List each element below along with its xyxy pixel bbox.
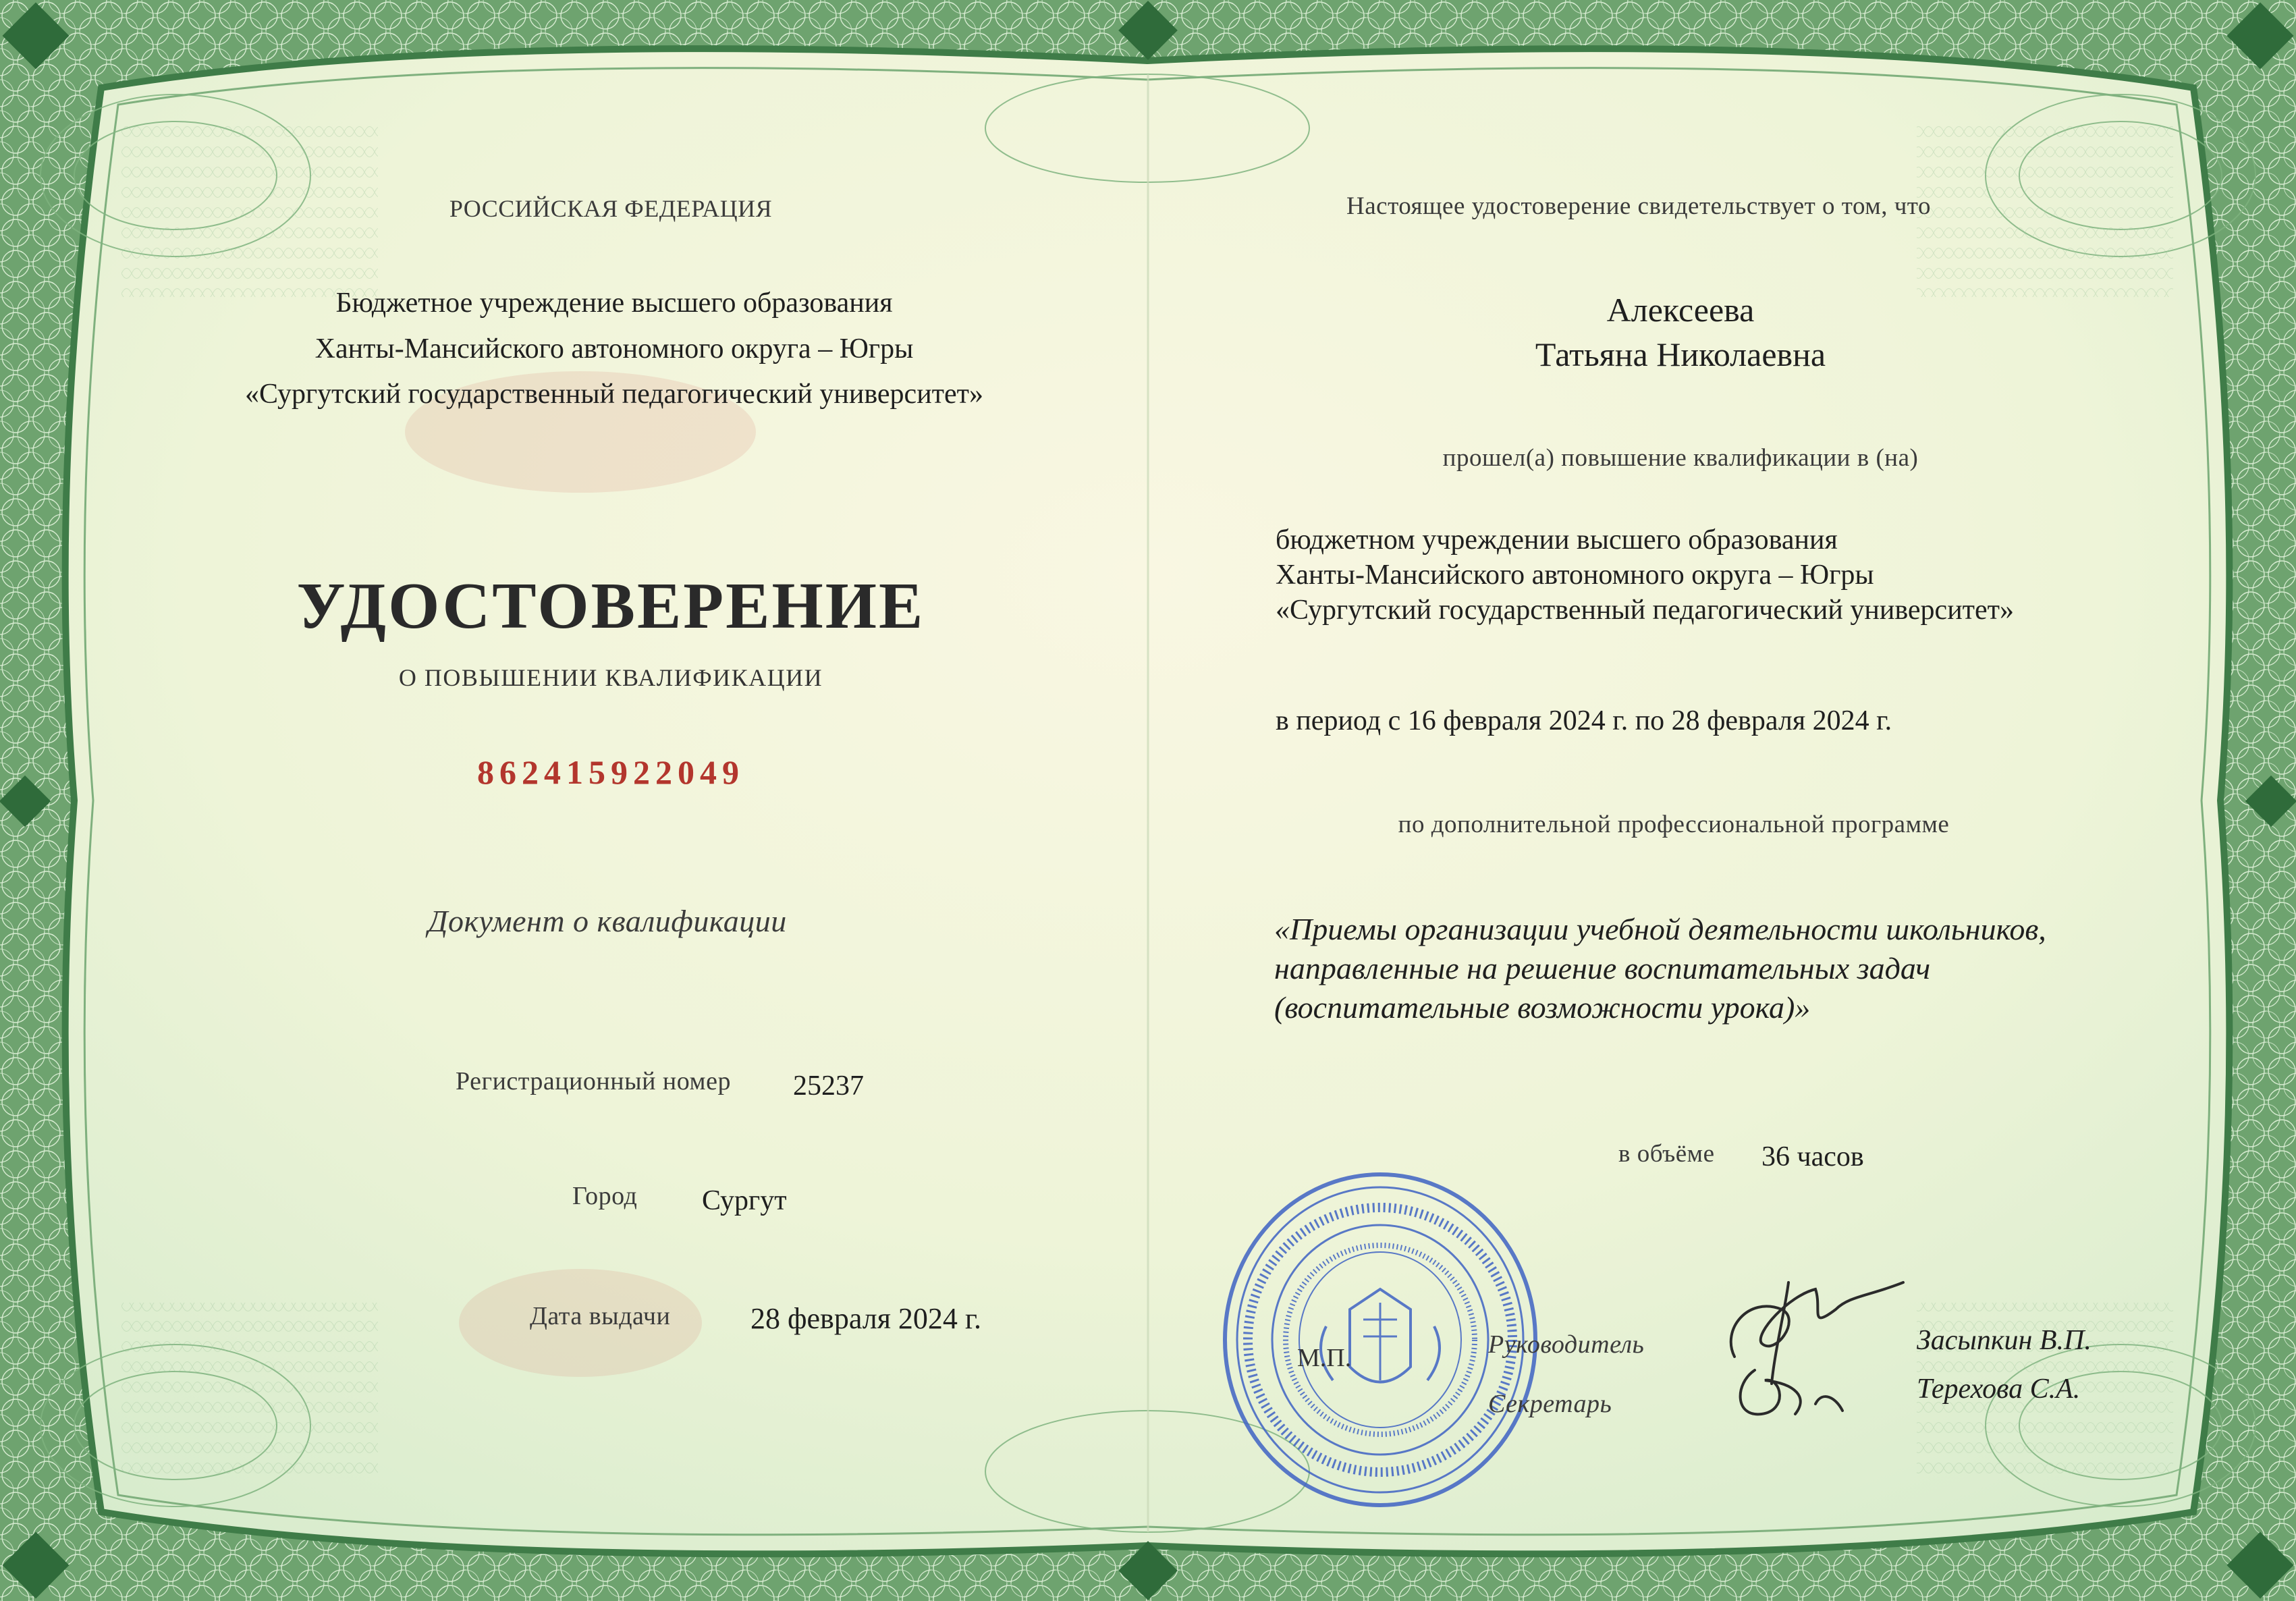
certificate-subtitle: О ПОВЫШЕНИИ КВАЛИФИКАЦИИ xyxy=(398,664,823,691)
program-label: по дополнительной профессиональной программе xyxy=(1398,811,1950,838)
signatures xyxy=(1707,1269,1910,1431)
completed-text: прошел(а) повышение квалификации в (на) xyxy=(1442,444,1919,472)
issue-date-label: Дата выдачи xyxy=(530,1302,671,1330)
city-value: Сургут xyxy=(702,1185,787,1216)
country-heading: РОССИЙСКАЯ ФЕДЕРАЦИЯ xyxy=(449,195,773,222)
registration-value: 25237 xyxy=(793,1070,864,1102)
issue-date-value: 28 февраля 2024 г. xyxy=(750,1302,982,1335)
holder-given-names: Татьяна Николаевна xyxy=(1535,335,1826,373)
issuer-line-1: Бюджетное учреждение высшего образования xyxy=(335,288,893,319)
program-title-line-3: (воспитательные возможности урока)» xyxy=(1274,990,1811,1025)
registration-label: Регистрационный номер xyxy=(456,1067,731,1095)
volume-label: в объёме xyxy=(1618,1140,1715,1168)
volume-value: 36 часов xyxy=(1761,1141,1864,1172)
head-label: Руководитель xyxy=(1488,1330,1645,1359)
certificate-title: УДОСТОВЕРЕНИЕ xyxy=(296,570,925,643)
issuer-line-3: «Сургутский государственный педагогический университет» xyxy=(244,379,984,410)
city-label: Город xyxy=(572,1182,638,1210)
intro-text: Настоящее удостоверение свидетельствует о том, что xyxy=(1346,192,1931,220)
host-institution-line-3: «Сургутский государственный педагогический университет» xyxy=(1276,595,2015,626)
issuer-line-2: Ханты-Мансийского автономного округа – Югры xyxy=(315,333,914,364)
holder-surname: Алексеева xyxy=(1606,291,1755,329)
training-period: в период с 16 февраля 2024 г. по 28 февраля 2024 г. xyxy=(1276,705,1892,736)
stamp-placeholder-label: М.П. xyxy=(1297,1344,1352,1372)
program-title-line-1: «Приемы организации учебной деятельности школьников, xyxy=(1274,912,2046,946)
document-type: Документ о квалификации xyxy=(428,904,787,938)
host-institution-line-1: бюджетном учреждении высшего образования xyxy=(1276,524,1838,555)
secretary-name: Терехова С.А. xyxy=(1917,1374,2081,1405)
program-title-line-2: направленные на решение воспитательных задач xyxy=(1274,951,1931,985)
head-name: Засыпкин В.П. xyxy=(1917,1325,2092,1356)
host-institution-line-2: Ханты-Мансийского автономного округа – Югры xyxy=(1276,560,1874,591)
serial-number: 862415922049 xyxy=(477,753,744,791)
secretary-label: Секретарь xyxy=(1488,1390,1612,1418)
